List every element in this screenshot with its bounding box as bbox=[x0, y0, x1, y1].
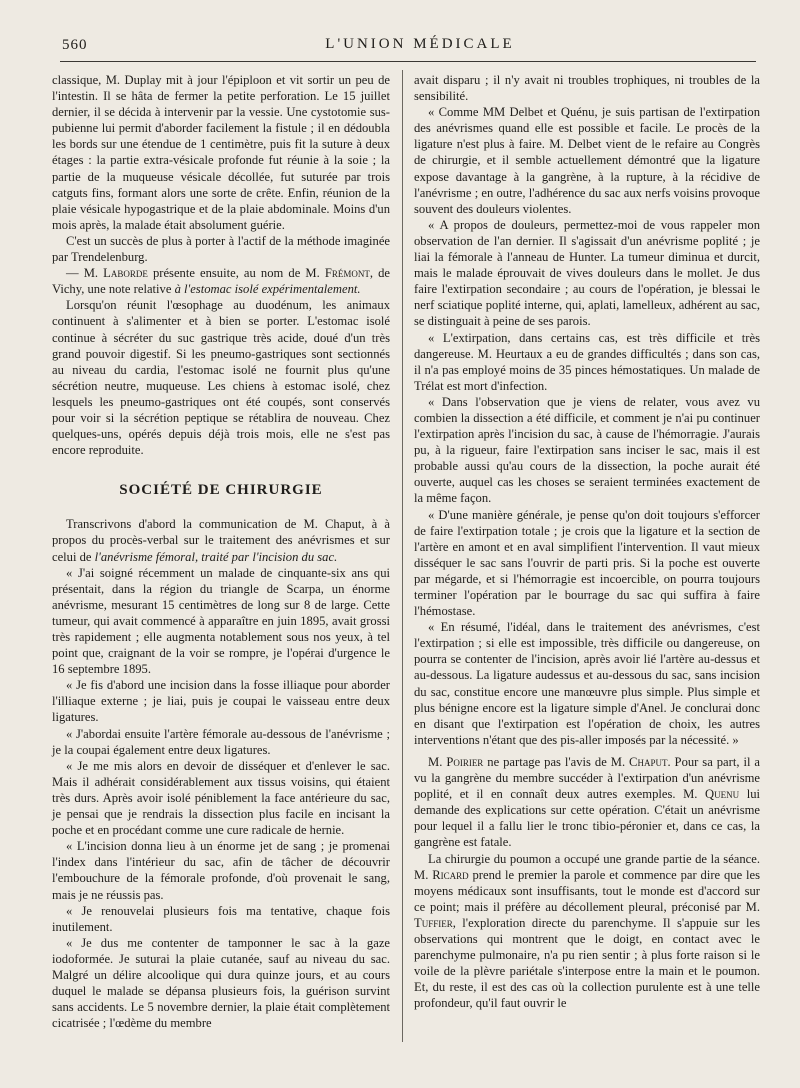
text-run: lui demande des explications sur cette opération. C'était un anévrisme pour lequel il a fallu lier le tronc tibio-péronier et, dans ce cas, la gangrène est fatale. bbox=[414, 787, 761, 850]
text-run: présente ensuite, au nom de M. bbox=[147, 266, 325, 281]
text-run: , l'exploration directe du parenchyme. Il s'appuie sur les observations qui montrent que le doigt, en contact avec le parenchyme pulmonaire, n'a pu rien sentir ; à plus forte raison si le voile de la plèvre pariétale s'interpose entre la main et le poumon. Et, du reste, il est des cas où la collection purulente est à une telle profondeur, qu'il faut ouvrir le bbox=[414, 915, 760, 1011]
author-name: Laborde bbox=[103, 266, 148, 281]
author-name: Quenu bbox=[705, 787, 740, 802]
paragraph: « J'abordai ensuite l'artère fémorale au-dessous de l'anévrisme ; je la coupai également entre deux ligatures. bbox=[52, 726, 390, 757]
paragraph bbox=[414, 754, 760, 851]
communication-title: l'anévrisme fémoral, traité par l'incision du sac. bbox=[94, 549, 338, 564]
author-name: Chaput bbox=[629, 754, 668, 769]
text-run: Transcrivons d'abord la communication de M. Chaput, à à propos du procès-verbal sur le traitement des anévrismes et sur celui de bbox=[52, 517, 390, 564]
paragraph: « Je fis d'abord une incision dans la fosse illiaque pour aborder l'illiaque externe ; je liai, puis je coupai le vaisseau entre deux ligatures. bbox=[52, 678, 390, 725]
paragraph: « L'incision donna lieu à un énorme jet de sang ; je promenai l'index dans l'intérieur du sac, afin de tâcher de découvrir l'embouchure de la fémorale profonde, d'où provenait le sang, mais je ne réussis pas. bbox=[52, 839, 390, 902]
text-run: M. bbox=[428, 754, 447, 769]
text-run: , de Vichy, une note relative bbox=[52, 266, 391, 297]
text-run: ne partage pas l'avis de M. bbox=[483, 754, 630, 769]
paragraph: « Dans l'observation que je viens de relater, vous avez vu combien la dissection a été difficile, et comment je n'ai pu continuer l'extirpation après l'incision du sac, à cause de l'hémorragie. J'aurais pu, à la rigueur, faire l'extirpation sans inciser le sac, mais il est probable aussi qu'au cours de la dissection, la poche aurait été ouverte, auquel cas les choses se seraient terminées exactement de la même façon. bbox=[414, 394, 760, 506]
note-title: à l'estomac isolé expérimentalement. bbox=[174, 282, 361, 297]
paragraph bbox=[52, 265, 390, 297]
column-divider bbox=[402, 70, 403, 1042]
paragraph: « Je renouvelai plusieurs fois ma tentative, chaque fois inutilement. bbox=[52, 903, 390, 934]
author-name: Tuffier bbox=[414, 915, 453, 930]
text-run: La chirurgie du poumon a occupé une grande partie de la séance. M. bbox=[414, 851, 760, 882]
author-name: Ricard bbox=[432, 867, 469, 882]
paragraph: « Je me mis alors en devoir de disséquer et d'enlever le sac. Mais il adhérait considérablement aux tissus voisins, qui étaient très durs. Après avoir isolé péniblement la face antérieure du sac, je pensai que je rendrais la dissection plus facile en incisant la poche et en procédant comme une cure radicale de hernie. bbox=[52, 758, 390, 838]
paragraph: « Comme MM Delbet et Quénu, je suis partisan de l'extirpation des anévrismes quand elle est possible et facile. Le procès de la ligature n'est plus à faire. M. Delbet vient de le refaire au Congrès de chirurgie, et il semble actuellement démontré que la ligature expose davantage à la gangrène, à la rupture, à la récidive de l'anévrisme ; en outre, l'adhérence du sac aux nerfs voisins provoque souvent des douleurs violentes. bbox=[414, 105, 760, 216]
paragraph: « L'extirpation, dans certains cas, est très difficile et très dangereuse. M. Heurtaux a eu de grandes difficultés ; dans son cas, il n'a pas employé moins de 35 pinces hémostatiques. Un malade de Trélat est mort d'infection. bbox=[414, 330, 760, 393]
text-run: prend le premier la parole et commence par dire que les moyens médicaux sont insuffisants, tout le monde est d'accord sur ce point; mais il préfère au décollement pleural, préconisé par M. bbox=[414, 867, 761, 914]
paragraph: Lorsqu'on réunit l'œsophage au duodénum, les animaux continuent à s'alimenter et à bien se porter. L'estomac isolé continue à sécréter du suc gastrique très acide, doué d'un très grand pouvoir digestif. Si les pneumo-gastriques sont sectionnés au niveau du cardia, l'estomac isolé ne fournit plus qu'une sécrétion neutre, muqueuse. Les chiens à estomac isolé, chez lesquels les pneumo-gastriques ont été coupés, sont conservés pour voir si la sécrétion peptique se rétablira de nouveau. Chez quelques-uns, opérés depuis déjà trois mois, elle ne s'est pas encore reproduite. bbox=[52, 298, 390, 458]
paragraph: « Je dus me contenter de tamponner le sac à la gaze iodoformée. Je suturai la plaie cutanée, sauf au niveau du sac. Malgré un délire alcoolique qui dura quinze jours, et au cours duquel le malade se dépansa plusieurs fois, la guérison survint sans accidents. Le 5 novembre dernier, la plaie était complètement cicatrisée ; l'œdème du membre bbox=[52, 935, 390, 1031]
paragraph bbox=[52, 516, 390, 564]
paragraph: « En résumé, l'idéal, dans le traitement des anévrismes, c'est l'extirpation ; si elle est impossible, très difficile ou dangereuse, on pourra se contenter de l'incision, après avoir lié l'artère au-dessus et au-dessous. La ligature audessus et au-dessous du sac, sans incision du sac, constitue encore une manœuvre plus simple. Plus simple et plus bénigne encore est la ligature simple d'Anel. Je conclurai donc en disant que l'extirpation est l'opération de choix, les autres interventions n'étant que des pis-aller imposés par la nécessité. » bbox=[414, 620, 760, 747]
paragraph: C'est un succès de plus à porter à l'actif de la méthode imaginée par Trendelenburg. bbox=[52, 233, 390, 265]
header-rule bbox=[60, 61, 756, 62]
author-name: Poirier bbox=[446, 754, 484, 769]
paragraph: « D'une manière générale, je pense qu'on doit toujours s'efforcer de faire l'extirpation totale ; je crois que la ligature et la section de l'artère en amont et en aval simplifient l'intervention. Il vaut mieux disséquer le sac sans l'ouvrir de parti pris. Si la poche est ouverte par mégarde, et si l'hémorragie est incoercible, on pourra toujours terminer l'opération par le bourrage du sac qui suffira à faire l'hémostase. bbox=[414, 507, 760, 619]
author-name: Frémont bbox=[324, 266, 370, 281]
text-run: . Pour sa part, il a vu la gangrène du membre succéder à l'extirpation d'un anévrisme poplité, et il en connaît deux autres exemples. M. bbox=[414, 754, 760, 802]
dash-prefix: — M. bbox=[66, 266, 99, 281]
section-title: SOCIÉTÉ DE CHIRURGIE bbox=[119, 482, 323, 499]
right-column bbox=[414, 72, 760, 1011]
paragraph: classique, M. Duplay mit à jour l'épiploon et vit sortir un peu de l'intestin. Il se hâta de fermer la petite perforation. Le 15 juillet dernier, il se décida à intervenir par la vessie. Une cystotomie sus-pubienne lui permit d'aborder facilement la fistule ; il en dédoubla les bords sur une étendue de 1 centimètre, puis fit la suture à deux étages : la partie extra-vésicale profonde fut réunie à la soie ; la partie de la muqueuse vésicale décollée, fut suturée par trois catguts fins, formant alors une sorte de crête. Enfin, réunion de la plaie vésicale hypogastrique et de la plaie abdominale. Moins d'un mois après, la malade était absolument guérie. bbox=[52, 73, 390, 232]
paragraph: avait disparu ; il n'y avait ni troubles trophiques, ni troubles de la sensibilité. bbox=[414, 73, 760, 104]
page-number: 560 bbox=[62, 37, 88, 53]
paragraph bbox=[414, 851, 760, 1012]
left-column bbox=[52, 72, 390, 1031]
paragraph: « J'ai soigné récemment un malade de cinquante-six ans qui présentait, dans la région du triangle de Scarpa, un énorme anévrisme, mesurant 15 centimètres de long sur 8 de large. Cette tumeur, qui avait commencé à apparaître en juin 1895, avait grossi très rapidement ; elle augmenta notablement sous nos yeux, à tel point que, craignant de la voir se rompre, je l'opérai d'urgence le 16 septembre 1895. bbox=[52, 565, 390, 677]
running-title: L'UNION MÉDICALE bbox=[325, 36, 515, 52]
paragraph: « A propos de douleurs, permettez-moi de vous rappeler mon observation de l'an dernier. Il s'agissait d'un anévrisme poplité ; je liai la fémorale à l'anneau de Hunter. La tumeur diminua et durcit, mais le malade éprouvait de vives douleurs dans le mollet. Je dus faire l'extirpation secondaire ; au cours de l'opération, je blessai le nerf sciatique poplité interne, qui, aplati, lamelleux, adhérent au sac, se distinguait à peine de ses parois. bbox=[414, 217, 760, 329]
